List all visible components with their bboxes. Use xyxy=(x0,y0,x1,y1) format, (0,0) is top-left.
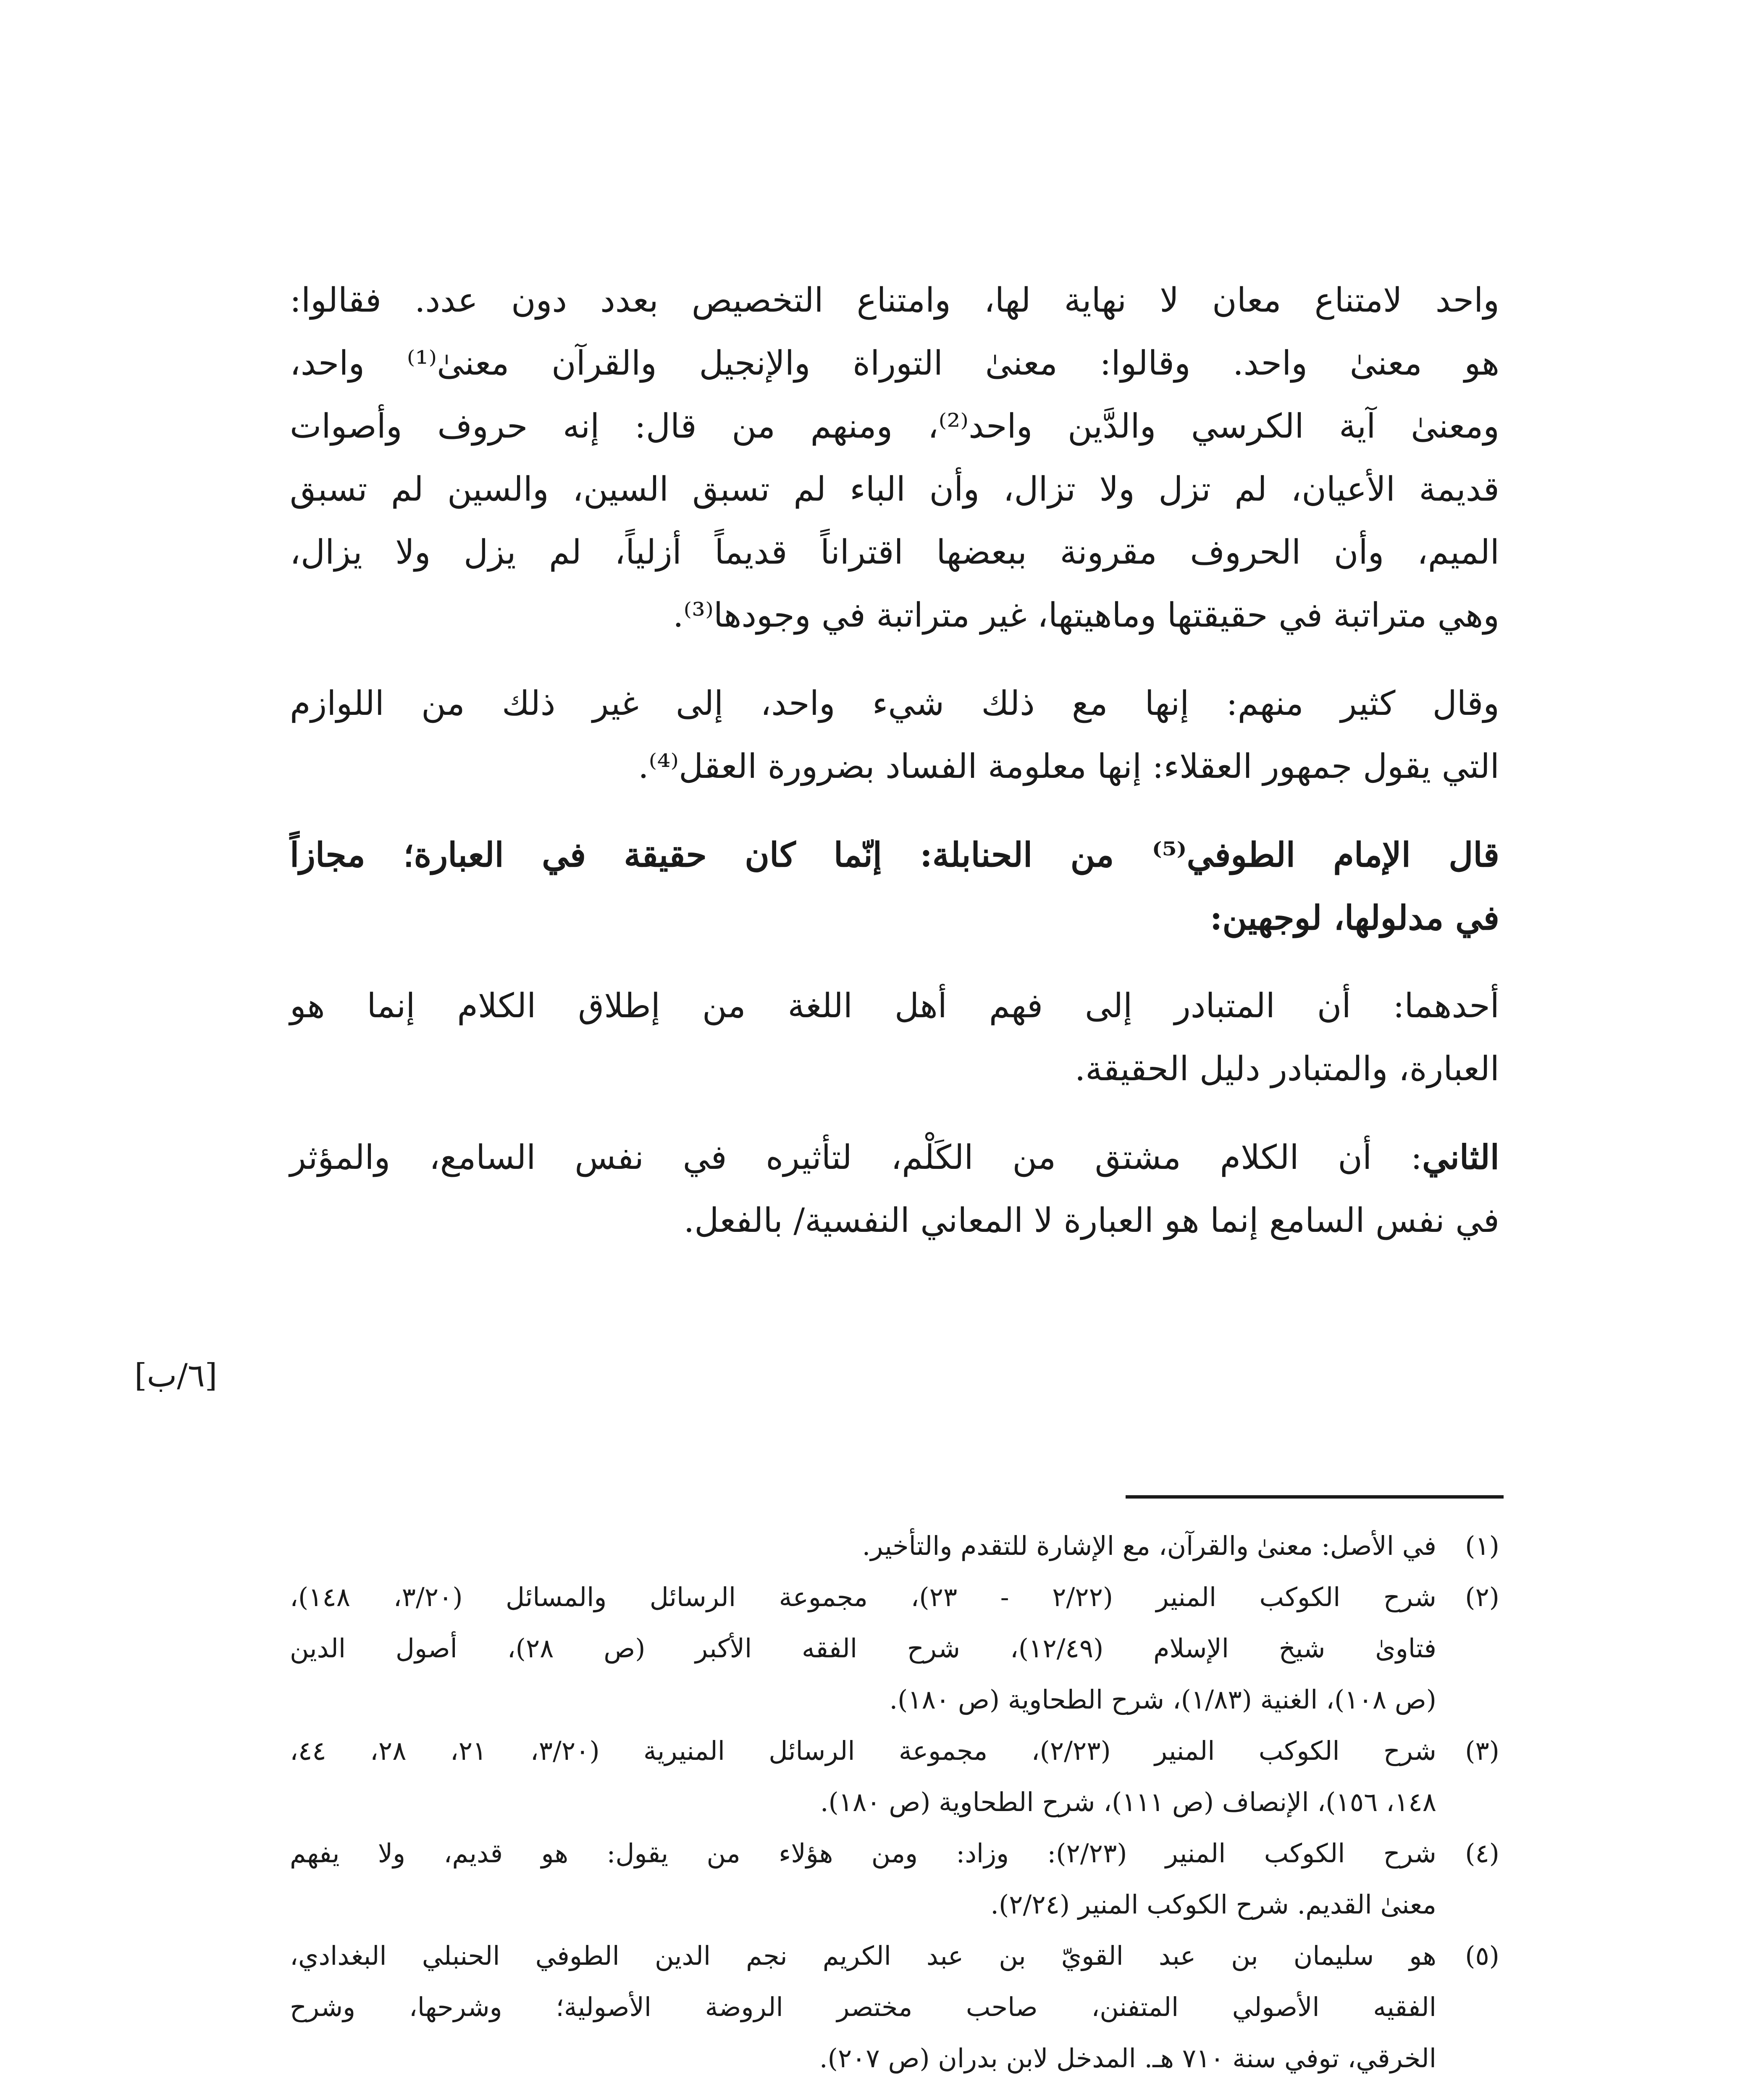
text-line: قديمة الأعيان، لم تزل ولا تزال، وأن الباء لم تسبق السين، والسين لم تسبق xyxy=(290,470,1499,509)
footnote-line: شرح الكوكب المنير (٢/٢٣): وزاد: ومن هؤلاء من يقول: هو قديم، ولا يفهم xyxy=(290,1838,1436,1869)
text-line: قال الإمام الطوفي⁽⁵⁾ من الحنابلة: إنّما كان حقيقة في العبارة؛ مجازاً xyxy=(290,835,1500,874)
footnote-number: (١) xyxy=(1465,1530,1499,1561)
paragraph xyxy=(290,672,1499,798)
paragraph-second-reason xyxy=(290,1126,1499,1252)
footnote xyxy=(290,1572,1499,1725)
footnote-line: في الأصل: معنىٰ والقرآن، مع الإشارة للتقدم والتأخير. xyxy=(862,1530,1436,1561)
text-line: العبارة، والمتبادر دليل الحقيقة. xyxy=(1074,1049,1499,1088)
text-line: ومعنىٰ آية الكرسي والدَّين واحد⁽²⁾، ومنهم من قال: إنه حروف وأصوات xyxy=(290,407,1499,446)
footnote-line: فتاوىٰ شيخ الإسلام (١٢/٤٩)، شرح الفقه الأكبر (ص ٢٨)، أصول الدين xyxy=(290,1633,1436,1664)
footnote-line: معنىٰ القديم. شرح الكوكب المنير (٢/٢٤). xyxy=(990,1889,1436,1920)
footnote xyxy=(290,1725,1499,1828)
footnote-line: الفقيه الأصولي المتفنن، صاحب مختصر الروضة الأصولية؛ وشرحها، وشرح xyxy=(290,1992,1436,2022)
text-line: التي يقول جمهور العقلاء: إنها معلومة الفساد بضرورة العقل⁽⁴⁾. xyxy=(638,747,1499,786)
footnote-separator xyxy=(1126,1495,1504,1499)
text-line: واحد لامتناع معان لا نهاية لها، وامتناع التخصيص بعدد دون عدد. فقالوا: xyxy=(290,281,1499,320)
manuscript-folio-marker: [٦/ب] xyxy=(134,1357,218,1394)
text-line: وقال كثير منهم: إنها مع ذلك شيء واحد، إلى غير ذلك من اللوازم xyxy=(290,684,1499,723)
main-text xyxy=(290,269,1499,1252)
footnote xyxy=(290,1828,1499,1930)
footnote-number: (٢) xyxy=(1465,1582,1499,1612)
paragraph-first-reason xyxy=(290,974,1499,1100)
text-line: وهي متراتبة في حقيقتها وماهيتها، غير متراتبة في وجودها⁽³⁾. xyxy=(673,596,1499,635)
text-line: الميم، وأن الحروف مقرونة ببعضها اقتراناً قديماً أزلياً، لم يزل ولا يزال، xyxy=(290,533,1499,572)
text-line: في نفس السامع إنما هو العبارة لا المعاني النفسية/ بالفعل. xyxy=(683,1201,1499,1240)
paragraph xyxy=(290,269,1499,647)
footnote-number: (٤) xyxy=(1465,1838,1499,1869)
footnote-line: (ص ١٠٨)، الغنية (١/٨٣)، شرح الطحاوية (ص ١٨٠). xyxy=(889,1684,1436,1715)
footnote-line: ١٤٨، ١٥٦)، الإنصاف (ص ١١١)، شرح الطحاوية (ص ١٨٠). xyxy=(820,1787,1436,1817)
text-line: أحدهما: أن المتبادر إلى فهم أهل اللغة من إطلاق الكلام إنما هو xyxy=(290,986,1499,1025)
footnote xyxy=(290,1930,1499,2084)
footnote-line: شرح الكوكب المنير (٢/٢٣)، مجموعة الرسائل المنيرية (٣/٢٠، ٢١، ٢٨، ٤٤، xyxy=(290,1735,1437,1766)
text-line xyxy=(290,1126,1499,1189)
footnote-line: شرح الكوكب المنير (٢/٢٢ - ٢٣)، مجموعة الرسائل والمسائل (٣/٢٠، ١٤٨)، xyxy=(290,1582,1436,1612)
footnotes xyxy=(290,1520,1499,2084)
text-span: : أن الكلام مشتق من الكَلْم، لتأثيره في نفس السامع، والمؤثر xyxy=(290,1138,1422,1177)
footnote-line: هو سليمان بن عبد القويّ بن عبد الكريم نجم الدين الطوفي الحنبلي البغدادي، xyxy=(290,1940,1436,1971)
paragraph-lead-word: الثاني xyxy=(1422,1137,1499,1177)
footnote-number: (٥) xyxy=(1465,1940,1499,1971)
footnote-number: (٣) xyxy=(1465,1735,1499,1766)
text-line: هو معنىٰ واحد. وقالوا: معنىٰ التوراة والإنجيل والقرآن معنىٰ⁽¹⁾ واحد، xyxy=(290,344,1500,383)
footnote-line: الخرقي، توفي سنة ٧١٠ هـ. المدخل لابن بدران (ص ٢٠٧). xyxy=(819,2043,1436,2074)
footnote xyxy=(290,1520,1499,1572)
text-line: في مدلولها، لوجهين: xyxy=(1210,898,1499,937)
paragraph-quote-tufi xyxy=(290,823,1499,949)
